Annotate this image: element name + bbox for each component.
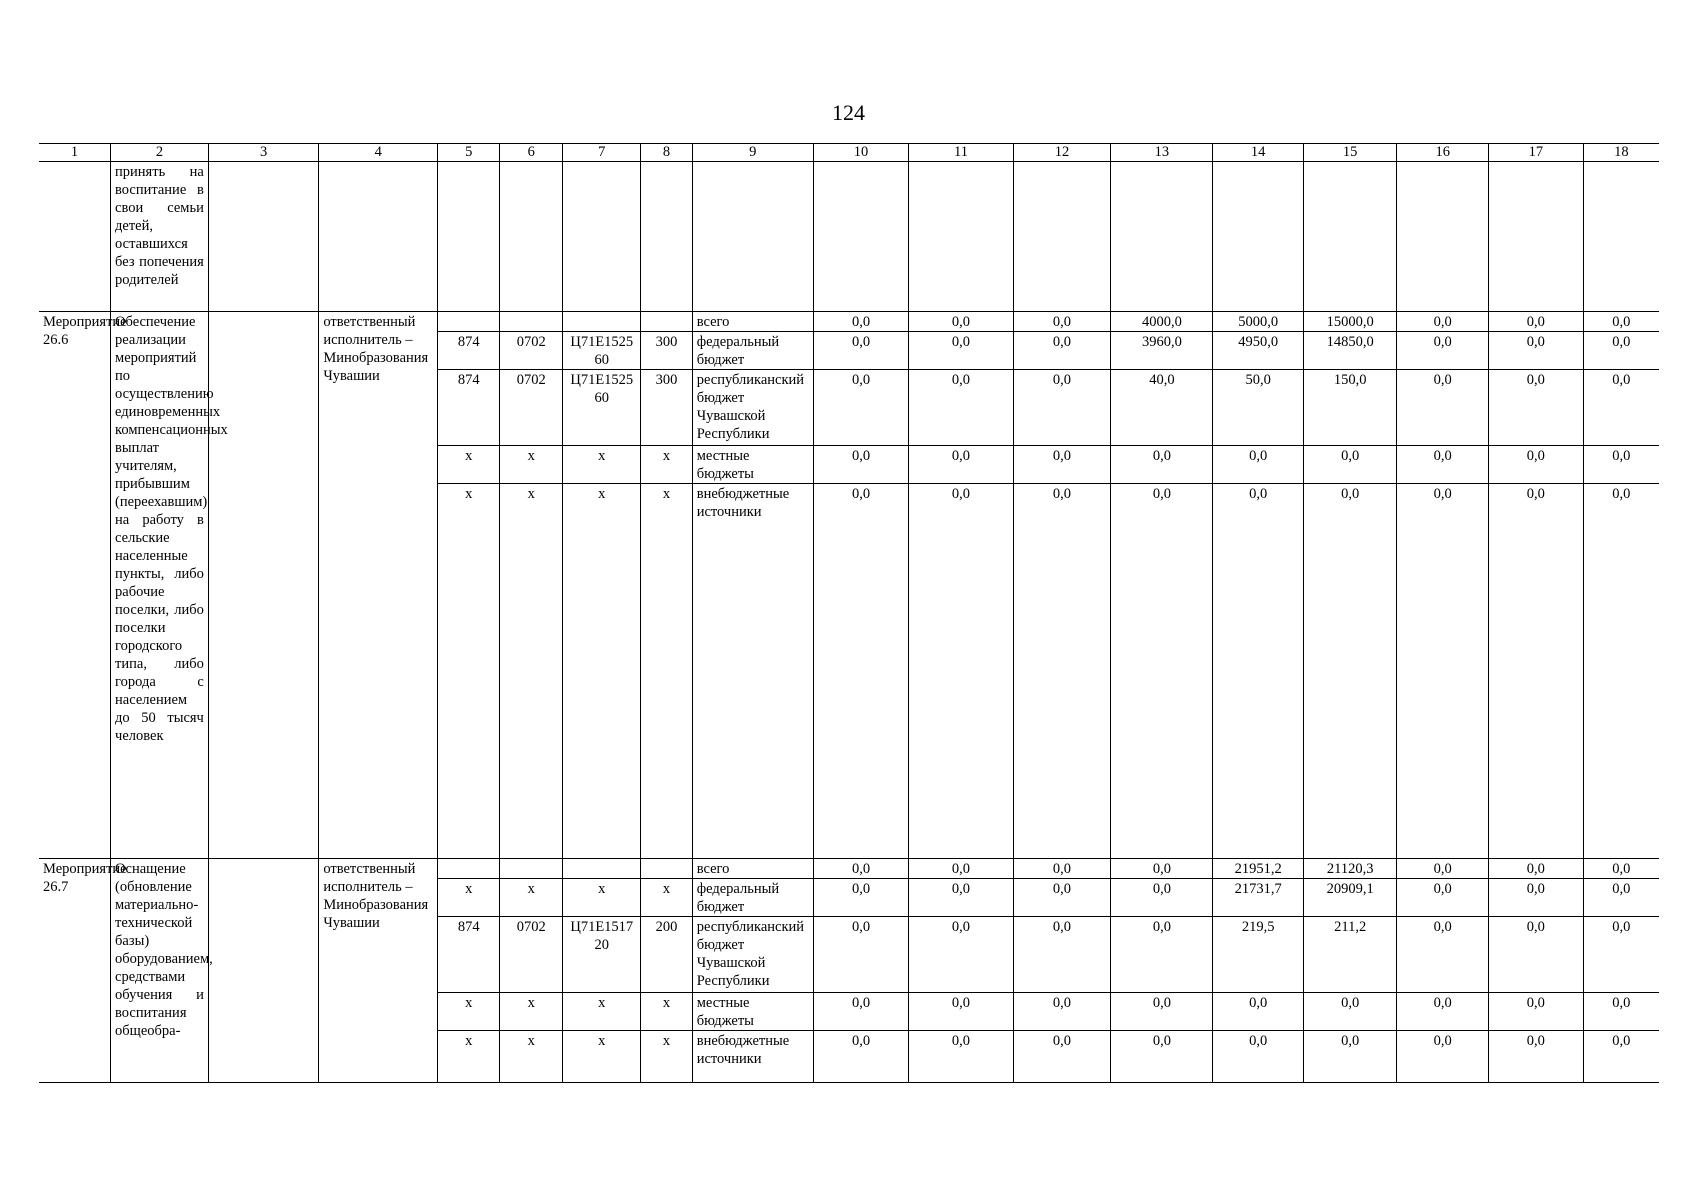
table-cell: х — [641, 1031, 693, 1083]
table-cell: 200 — [641, 917, 693, 993]
table-cell: х — [438, 879, 500, 917]
table-cell: х — [641, 879, 693, 917]
table-cell: 5000,0 — [1213, 312, 1303, 332]
table-cell: 0,0 — [1583, 446, 1659, 484]
event-label: Мероприятие 26.6 — [39, 312, 111, 859]
table-cell: 0,0 — [1397, 917, 1489, 993]
table-cell: 0,0 — [1397, 1031, 1489, 1083]
table-cell: 0,0 — [1013, 446, 1111, 484]
table-cell: 0,0 — [813, 446, 909, 484]
table-cell: 21120,3 — [1303, 859, 1397, 879]
table-cell: 0,0 — [1488, 917, 1583, 993]
table-cell: 0,0 — [1583, 1031, 1659, 1083]
table-cell: 14850,0 — [1303, 332, 1397, 370]
table-cell — [208, 859, 318, 1083]
table-cell: 0,0 — [1583, 332, 1659, 370]
table-row — [39, 312, 1659, 332]
table-cell: 0,0 — [1013, 993, 1111, 1031]
table-cell: 0,0 — [813, 993, 909, 1031]
table-cell — [563, 859, 641, 879]
table-cell: 0,0 — [1397, 332, 1489, 370]
table-cell: 0,0 — [1583, 859, 1659, 879]
table-cell: 874 — [438, 917, 500, 993]
funding-source: федеральный бюджет — [692, 332, 813, 370]
table-cell: 0,0 — [909, 1031, 1013, 1083]
table-cell: 0702 — [500, 917, 563, 993]
table-cell — [319, 162, 438, 312]
column-header: 2 — [111, 144, 209, 162]
table-cell: х — [500, 446, 563, 484]
event-executor: ответственный исполнитель – Минобразования Чувашии — [319, 312, 438, 859]
table-cell: 0,0 — [1583, 484, 1659, 859]
column-header: 14 — [1213, 144, 1303, 162]
table-cell: 0,0 — [1488, 446, 1583, 484]
table-cell: 874 — [438, 370, 500, 446]
table-cell: х — [438, 993, 500, 1031]
table-cell: 0,0 — [1583, 879, 1659, 917]
column-header: 4 — [319, 144, 438, 162]
table-cell: 0,0 — [813, 859, 909, 879]
table-cell: 40,0 — [1111, 370, 1213, 446]
funding-source: республиканский бюджет Чувашской Республики — [692, 370, 813, 446]
table-cell — [438, 312, 500, 332]
table-cell: 0,0 — [1111, 917, 1213, 993]
budget-table — [39, 143, 1659, 1083]
table-cell: 0,0 — [1013, 312, 1111, 332]
table-cell: х — [641, 993, 693, 1031]
table-cell — [563, 162, 641, 312]
table-cell: 0,0 — [1488, 859, 1583, 879]
table-cell: 0,0 — [1013, 859, 1111, 879]
funding-source: внебюджетные источники — [692, 1031, 813, 1083]
table-cell — [438, 859, 500, 879]
table-cell: 0,0 — [1583, 370, 1659, 446]
column-header: 11 — [909, 144, 1013, 162]
funding-source: всего — [692, 312, 813, 332]
table-cell — [641, 859, 693, 879]
table-cell: 0,0 — [1013, 332, 1111, 370]
continuation-name: принять на воспитание в свои семьи детей, оставшихся без попечения родителей — [111, 162, 209, 312]
table-cell: х — [500, 1031, 563, 1083]
table-cell — [1213, 162, 1303, 312]
table-cell: 0,0 — [909, 446, 1013, 484]
table-cell: 0,0 — [1397, 484, 1489, 859]
column-header: 3 — [208, 144, 318, 162]
table-cell — [1397, 162, 1489, 312]
table-cell: 0,0 — [1397, 312, 1489, 332]
table-cell — [500, 312, 563, 332]
table-cell: 0,0 — [1013, 917, 1111, 993]
table-cell — [641, 162, 693, 312]
table-cell: 3960,0 — [1111, 332, 1213, 370]
table-cell — [563, 312, 641, 332]
table-cell: 0,0 — [1488, 879, 1583, 917]
table-cell: 0,0 — [813, 879, 909, 917]
table-cell: 0,0 — [1488, 993, 1583, 1031]
table-cell: 0,0 — [1303, 484, 1397, 859]
table-cell: 150,0 — [1303, 370, 1397, 446]
table-cell: 0702 — [500, 370, 563, 446]
table-cell: х — [563, 879, 641, 917]
table-cell — [641, 312, 693, 332]
table-cell: 0,0 — [1488, 332, 1583, 370]
table-cell: х — [641, 446, 693, 484]
table-cell: 0,0 — [909, 312, 1013, 332]
table-cell: 0,0 — [1111, 993, 1213, 1031]
table-cell: 0,0 — [1013, 879, 1111, 917]
table-cell: 4000,0 — [1111, 312, 1213, 332]
funding-source: внебюджетные источники — [692, 484, 813, 859]
table-cell: 15000,0 — [1303, 312, 1397, 332]
table-cell: 21951,2 — [1213, 859, 1303, 879]
table-cell: 0,0 — [1213, 446, 1303, 484]
table-cell: 0,0 — [1111, 446, 1213, 484]
table-cell: 0,0 — [1583, 993, 1659, 1031]
table-cell — [39, 162, 111, 312]
table-cell: 0,0 — [1213, 1031, 1303, 1083]
column-header: 12 — [1013, 144, 1111, 162]
table-cell: 0,0 — [909, 879, 1013, 917]
table-cell: 0,0 — [813, 312, 909, 332]
table-cell: х — [500, 484, 563, 859]
table-cell — [909, 162, 1013, 312]
table-cell: 0,0 — [1397, 879, 1489, 917]
funding-source: всего — [692, 859, 813, 879]
table-cell: х — [563, 446, 641, 484]
table-cell: 0,0 — [909, 370, 1013, 446]
table-cell: 0,0 — [1213, 993, 1303, 1031]
table-cell: 0,0 — [1111, 879, 1213, 917]
funding-source: республиканский бюджет Чувашской Республики — [692, 917, 813, 993]
table-cell: х — [438, 1031, 500, 1083]
column-header: 10 — [813, 144, 909, 162]
column-header: 16 — [1397, 144, 1489, 162]
table-cell: 0,0 — [813, 484, 909, 859]
table-cell: 0,0 — [813, 917, 909, 993]
table-cell: 0,0 — [1111, 1031, 1213, 1083]
table-cell: 0,0 — [909, 332, 1013, 370]
event-name: Оснащение (обновление материально-технической базы) оборудованием, средствами обучения и воспитания общеобра- — [111, 859, 209, 1083]
table-cell: 219,5 — [1213, 917, 1303, 993]
funding-source: федеральный бюджет — [692, 879, 813, 917]
table-cell: 0,0 — [909, 484, 1013, 859]
table-cell: 4950,0 — [1213, 332, 1303, 370]
table-cell: 0,0 — [1013, 1031, 1111, 1083]
event-name: Обеспечение реализации мероприятий по осуществлению единовременных компенсационных выплат учителям, прибывшим (переехавшим) на работу в сельские населенные пункты, либо рабочие поселки, либо поселки городского типа, либо города с населением до 50 тысяч человек — [111, 312, 209, 859]
table-cell: 0,0 — [1111, 484, 1213, 859]
table-cell: 874 — [438, 332, 500, 370]
table-cell — [1583, 162, 1659, 312]
table-cell: х — [500, 879, 563, 917]
column-header: 6 — [500, 144, 563, 162]
table-cell: 0,0 — [813, 332, 909, 370]
table-cell: х — [641, 484, 693, 859]
table-cell: х — [438, 484, 500, 859]
table-cell — [1111, 162, 1213, 312]
table-cell: 0,0 — [813, 370, 909, 446]
table-cell: 0,0 — [1397, 859, 1489, 879]
table-cell: 0,0 — [1111, 859, 1213, 879]
table-cell: 211,2 — [1303, 917, 1397, 993]
page-number: 124 — [832, 100, 865, 125]
table-cell: 0,0 — [1488, 1031, 1583, 1083]
table-cell — [500, 859, 563, 879]
table-cell: 0,0 — [1488, 312, 1583, 332]
table-cell: 0,0 — [1303, 446, 1397, 484]
table-cell: 0,0 — [1397, 993, 1489, 1031]
table-cell: 0,0 — [1303, 993, 1397, 1031]
table-cell: 300 — [641, 370, 693, 446]
column-header: 5 — [438, 144, 500, 162]
column-header: 18 — [1583, 144, 1659, 162]
table-cell: х — [563, 993, 641, 1031]
table-cell: Ц71Е152560 — [563, 332, 641, 370]
event-label: Мероприятие 26.7 — [39, 859, 111, 1083]
column-header: 15 — [1303, 144, 1397, 162]
table-cell: 0,0 — [1397, 370, 1489, 446]
table-cell: х — [563, 1031, 641, 1083]
table-cell: х — [563, 484, 641, 859]
table-cell: 50,0 — [1213, 370, 1303, 446]
table-cell: 0,0 — [1488, 484, 1583, 859]
column-header: 7 — [563, 144, 641, 162]
table-cell: х — [438, 446, 500, 484]
table-cell: 0,0 — [1013, 484, 1111, 859]
table-cell: 0,0 — [1397, 446, 1489, 484]
table-cell: 0,0 — [909, 917, 1013, 993]
table-cell: 0,0 — [909, 993, 1013, 1031]
column-header: 13 — [1111, 144, 1213, 162]
table-cell: 20909,1 — [1303, 879, 1397, 917]
column-header: 1 — [39, 144, 111, 162]
table-cell: 0,0 — [1583, 312, 1659, 332]
table-cell: х — [500, 993, 563, 1031]
table-cell: Ц71Е151720 — [563, 917, 641, 993]
table-cell — [438, 162, 500, 312]
table-cell: 300 — [641, 332, 693, 370]
column-header: 17 — [1488, 144, 1583, 162]
table-cell: 0,0 — [1303, 1031, 1397, 1083]
table-cell — [1488, 162, 1583, 312]
table-cell: 0,0 — [1488, 370, 1583, 446]
table-cell — [1013, 162, 1111, 312]
table-cell: Ц71Е152560 — [563, 370, 641, 446]
table-cell — [208, 162, 318, 312]
column-header: 9 — [692, 144, 813, 162]
table-cell: 0702 — [500, 332, 563, 370]
table-cell — [500, 162, 563, 312]
table-cell: 0,0 — [909, 859, 1013, 879]
table-cell — [692, 162, 813, 312]
event-executor: ответственный исполнитель – Минобразования Чувашии — [319, 859, 438, 1083]
table-cell: 21731,7 — [1213, 879, 1303, 917]
table-cell: 0,0 — [1013, 370, 1111, 446]
continuation-row — [39, 162, 1659, 312]
table-cell — [1303, 162, 1397, 312]
table-row — [39, 859, 1659, 879]
table-cell — [208, 312, 318, 859]
table-cell: 0,0 — [1583, 917, 1659, 993]
table-cell — [813, 162, 909, 312]
table-cell: 0,0 — [813, 1031, 909, 1083]
header-row — [39, 144, 1659, 162]
table-cell: 0,0 — [1213, 484, 1303, 859]
funding-source: местные бюджеты — [692, 993, 813, 1031]
funding-source: местные бюджеты — [692, 446, 813, 484]
column-header: 8 — [641, 144, 693, 162]
